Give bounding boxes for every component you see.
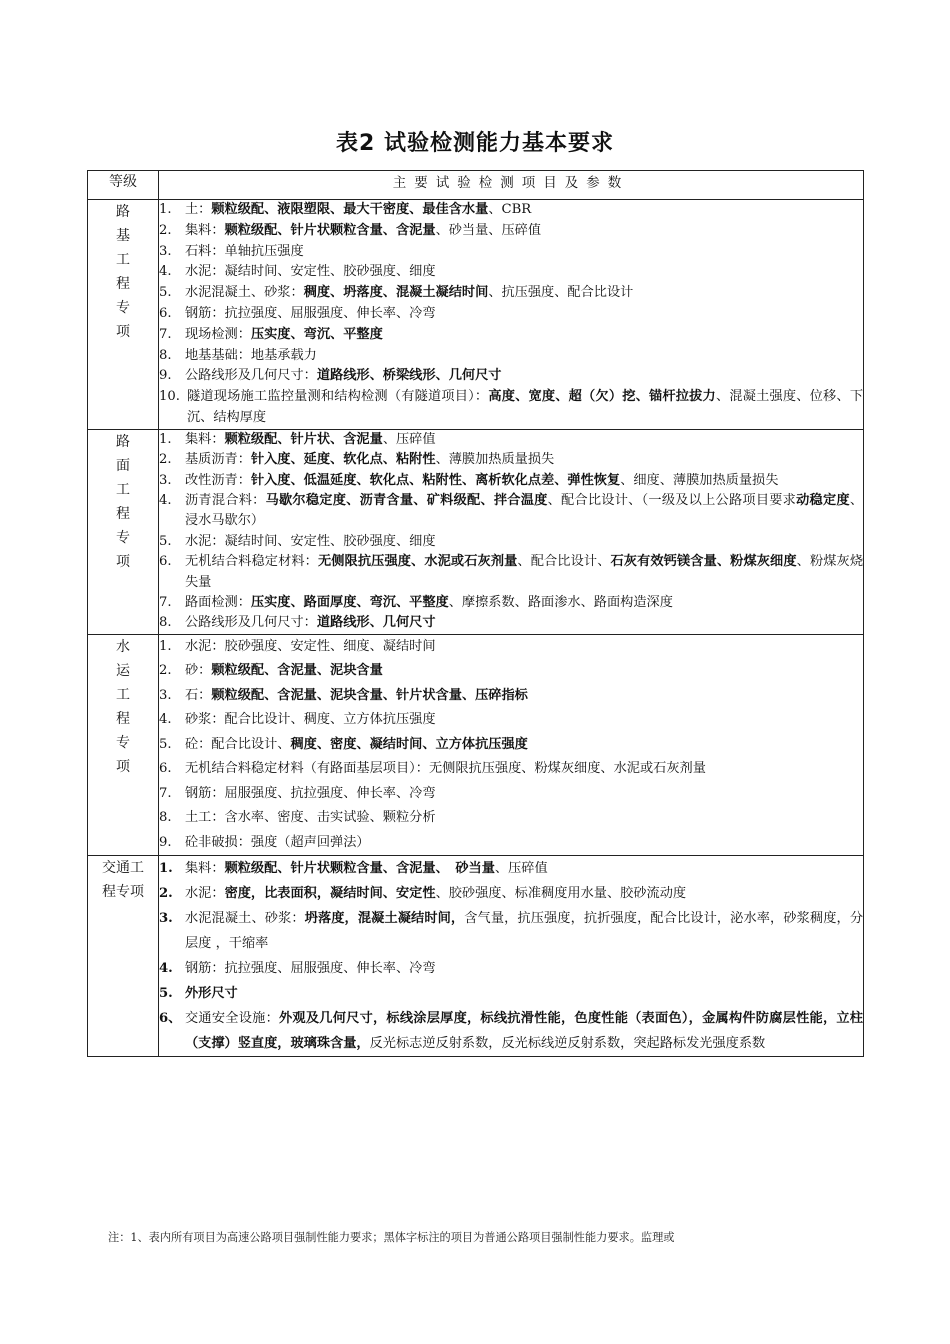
list-item bbox=[159, 552, 863, 593]
item-number: 4. bbox=[159, 264, 172, 280]
list-item bbox=[159, 346, 863, 367]
parameter-text: 无机结合料稳定材料（有路面基层项目）：无侧限抗压强度、粉煤灰细度、水泥或石灰剂量 bbox=[185, 761, 706, 777]
parameter-text: 反光标志逆反射系数，反光标线逆反射系数，突起路标发光强度系数 bbox=[369, 1036, 766, 1052]
item-number: 6. bbox=[159, 305, 172, 321]
section-pavement bbox=[88, 429, 864, 634]
bold-parameter: 外观及几何尺寸，标线涂层厚度，标线抗滑性能，色度性能（表面色），金属构件防腐层性能，立柱（支撑）竖直度，玻璃珠含量， bbox=[185, 1011, 863, 1052]
section-waterway bbox=[88, 634, 864, 856]
item-number: 2. bbox=[159, 452, 172, 468]
parameter-text: 交通安全设施： bbox=[185, 1011, 279, 1027]
item-number: 2. bbox=[159, 886, 173, 902]
parameter-text: 路面检测： bbox=[185, 595, 251, 611]
parameter-text: 隧道现场施工监控量测和结构检测（有隧道项目）： bbox=[187, 389, 489, 405]
list-item bbox=[159, 684, 863, 709]
item-text bbox=[185, 806, 863, 831]
parameter-text: 公路线形及几何尺寸： bbox=[185, 368, 317, 384]
grade-label: 交通工 程专项 bbox=[102, 860, 144, 901]
item-number: 2. bbox=[159, 222, 172, 238]
parameter-text: 水泥：胶砂强度、安定性、细度、凝结时间 bbox=[185, 638, 436, 654]
bold-parameter: 坍落度，混凝土凝结时间， bbox=[304, 911, 465, 927]
parameter-text: 水泥：凝结时间、安定性、胶砂强度、细度 bbox=[185, 533, 436, 549]
parameter-text: 钢筋：抗拉强度、屈服强度、伸长率、冷弯 bbox=[185, 961, 436, 977]
parameter-text: 水泥混凝土、砂浆： bbox=[185, 285, 304, 301]
item-number: 1. bbox=[159, 431, 172, 447]
item-number: 1. bbox=[159, 861, 173, 877]
items-cell bbox=[159, 856, 864, 1057]
parameter-text: 、摩擦系数、路面渗水、路面构造深度 bbox=[448, 595, 673, 611]
list-item bbox=[159, 881, 863, 906]
list-item bbox=[159, 593, 863, 613]
item-text bbox=[185, 532, 863, 552]
item-number: 3. bbox=[159, 472, 172, 488]
parameter-text: 基质沥青： bbox=[185, 452, 251, 468]
items-cell bbox=[159, 429, 864, 634]
parameter-text: 集料： bbox=[185, 222, 225, 238]
list-item bbox=[159, 450, 863, 470]
requirements-table bbox=[87, 170, 864, 1057]
item-text bbox=[185, 552, 863, 593]
item-text bbox=[185, 831, 863, 856]
parameter-text: 砂： bbox=[185, 663, 212, 679]
item-number: 9. bbox=[159, 368, 172, 384]
list-item bbox=[159, 659, 863, 684]
parameter-text: 、砂当量、压碎值 bbox=[435, 222, 542, 238]
parameter-text: 、细度、薄膜加热质量损失 bbox=[620, 472, 779, 488]
item-number: 3. bbox=[159, 687, 172, 703]
grade-label: 水 运 工 程 专 项 bbox=[116, 638, 130, 775]
parameter-text: 、压碎值 bbox=[382, 431, 436, 447]
bold-parameter: 颗粒级配、针片状颗粒含量、含泥量、 砂当量 bbox=[224, 861, 495, 877]
header-items: 主要试验检测项目及参数 bbox=[159, 171, 864, 200]
item-text bbox=[185, 262, 863, 283]
item-text bbox=[185, 242, 863, 263]
bold-parameter: 颗粒级配、液限塑限、最大干密度、最佳含水量 bbox=[211, 202, 489, 217]
list-item bbox=[159, 532, 863, 552]
parameter-text: 集料： bbox=[185, 861, 225, 877]
item-number: 4. bbox=[159, 961, 173, 977]
list-item bbox=[159, 733, 863, 758]
list-item bbox=[159, 782, 863, 807]
section-roadbed bbox=[88, 200, 864, 430]
item-text bbox=[185, 733, 863, 758]
item-number: 2. bbox=[159, 663, 172, 679]
item-text bbox=[185, 659, 863, 684]
bold-parameter: 无侧限抗压强度、水泥或石灰剂量 bbox=[317, 554, 518, 570]
parameter-text: 公路线形及几何尺寸： bbox=[185, 615, 317, 631]
parameter-text: 钢筋：抗拉强度、屈服强度、伸长率、冷弯 bbox=[185, 305, 436, 321]
item-text bbox=[185, 906, 863, 956]
parameter-text: 、混凝土强度、位移、下沉、结构厚度 bbox=[187, 389, 864, 425]
parameter-text: 土： bbox=[185, 202, 212, 217]
parameter-text: 、胶砂强度、标准稠度用水量、胶砂流动度 bbox=[435, 886, 687, 902]
grade-cell-waterway bbox=[88, 634, 159, 856]
list-item bbox=[159, 325, 863, 346]
item-text bbox=[185, 613, 863, 633]
items-cell bbox=[159, 200, 864, 430]
item-number: 5. bbox=[159, 736, 172, 752]
item-text bbox=[185, 1006, 863, 1056]
list-item bbox=[159, 856, 863, 881]
item-text bbox=[185, 635, 863, 660]
parameter-text: 钢筋：屈服强度、抗拉强度、伸长率、冷弯 bbox=[185, 785, 436, 801]
item-number: 10. bbox=[159, 389, 180, 405]
footnote: 注：1、表内所有项目为高速公路项目强制性能力要求；黑体字标注的项目为普通公路项目强制性能力要求。监理或 bbox=[108, 1231, 675, 1244]
grade-cell-pavement bbox=[88, 429, 159, 634]
parameter-text: 砼非破损：强度（超声回弹法） bbox=[185, 834, 370, 850]
section-traffic-engineering bbox=[88, 856, 864, 1057]
parameter-text: 石料：单轴抗压强度 bbox=[185, 243, 304, 259]
item-text bbox=[185, 200, 863, 221]
item-text bbox=[185, 430, 863, 450]
parameter-text: 砼：配合比设计、 bbox=[185, 736, 291, 752]
bold-parameter: 颗粒级配、含泥量、泥块含量、针片状含量、压碎指标 bbox=[211, 687, 528, 703]
bold-parameter: 针入度、低温延度、软化点、粘附性、离析软化点差、弹性恢复 bbox=[250, 472, 621, 488]
bold-parameter: 外形尺寸 bbox=[185, 986, 238, 1002]
item-text bbox=[185, 304, 863, 325]
item-text bbox=[185, 708, 863, 733]
item-text bbox=[185, 283, 863, 304]
parameter-text: 、CBR bbox=[488, 202, 532, 217]
bold-parameter: 道路线形、几何尺寸 bbox=[316, 615, 436, 631]
parameter-text: 沥青混合料： bbox=[185, 492, 266, 508]
item-number: 3. bbox=[159, 243, 172, 259]
item-number: 8. bbox=[159, 810, 172, 826]
list-item bbox=[159, 366, 863, 387]
bold-parameter: 高度、宽度、超（欠）挖、锚杆拉拔力 bbox=[488, 389, 716, 405]
item-number: 1. bbox=[159, 202, 172, 217]
list-item bbox=[159, 200, 863, 221]
item-text bbox=[185, 856, 863, 881]
parameter-text: 、配合比设计、（一级及以上公路项目要求 bbox=[547, 492, 797, 508]
parameter-text: 水泥： bbox=[185, 886, 225, 902]
item-text bbox=[185, 491, 863, 532]
item-text bbox=[185, 782, 863, 807]
parameter-text: 、粉煤灰烧失量 bbox=[185, 554, 864, 590]
list-item bbox=[159, 262, 863, 283]
item-text bbox=[185, 366, 863, 387]
list-item bbox=[159, 981, 863, 1006]
list-item bbox=[159, 221, 863, 242]
bold-parameter: 颗粒级配、针片状、含泥量 bbox=[224, 431, 383, 447]
item-text bbox=[185, 346, 863, 367]
parameter-text: 、浸水马歇尔） bbox=[185, 492, 864, 529]
item-text bbox=[185, 757, 863, 782]
list-item bbox=[159, 635, 863, 660]
list-item bbox=[159, 708, 863, 733]
parameter-text: 砂浆：配合比设计、稠度、立方体抗压强度 bbox=[185, 712, 436, 728]
item-text bbox=[185, 593, 863, 613]
parameter-text: 无机结合料稳定材料： bbox=[185, 554, 318, 570]
bold-parameter: 道路线形、桥梁线形、几何尺寸 bbox=[316, 368, 502, 384]
bold-parameter: 稠度、密度、凝结时间、立方体抗压强度 bbox=[290, 736, 528, 752]
item-number: 9. bbox=[159, 834, 172, 850]
bold-parameter: 颗粒级配、针片状颗粒含量、含泥量 bbox=[224, 222, 436, 238]
parameter-text: 水泥：凝结时间、安定性、胶砂强度、细度 bbox=[185, 264, 436, 280]
list-item bbox=[159, 613, 863, 633]
item-number: 6. bbox=[159, 761, 172, 777]
item-number: 5. bbox=[159, 285, 172, 301]
table-header-row bbox=[88, 171, 864, 200]
item-text bbox=[185, 956, 863, 981]
items-cell bbox=[159, 634, 864, 856]
parameter-text: 水泥混凝土、砂浆： bbox=[185, 911, 305, 927]
item-text bbox=[185, 450, 863, 470]
item-text bbox=[185, 684, 863, 709]
list-item bbox=[159, 491, 863, 532]
item-number: 7. bbox=[159, 785, 172, 801]
bold-parameter: 针入度、延度、软化点、粘附性 bbox=[250, 452, 436, 468]
parameter-text: 改性沥青： bbox=[185, 472, 251, 488]
bold-parameter: 压实度、路面厚度、弯沉、平整度 bbox=[250, 595, 449, 611]
parameter-text: 集料： bbox=[185, 431, 225, 447]
list-item bbox=[159, 471, 863, 491]
list-item bbox=[159, 806, 863, 831]
list-item bbox=[159, 906, 863, 956]
list-item bbox=[159, 283, 863, 304]
parameter-text: 、抗压强度、配合比设计 bbox=[488, 285, 634, 301]
item-text bbox=[185, 881, 863, 906]
parameter-text: 石： bbox=[185, 687, 212, 703]
item-text bbox=[185, 471, 863, 491]
list-item bbox=[159, 304, 863, 325]
bold-parameter: 密度，比表面积，凝结时间、安定性 bbox=[224, 886, 436, 902]
parameter-text: 含气量，抗压强度，抗折强度，配合比设计，泌水率，砂浆稠度，分层度 ，干缩率 bbox=[185, 911, 864, 952]
grade-label: 路 面 工 程 专 项 bbox=[116, 433, 130, 570]
item-text bbox=[185, 981, 863, 1006]
parameter-text: 、配合比设计、 bbox=[517, 554, 611, 570]
item-text bbox=[185, 325, 863, 346]
item-number: 7. bbox=[159, 595, 172, 611]
item-number: 1. bbox=[159, 638, 172, 654]
item-number: 3. bbox=[159, 911, 173, 927]
item-text bbox=[185, 221, 863, 242]
bold-parameter: 马歇尔稳定度、沥青含量、矿料级配、拌合温度 bbox=[265, 492, 548, 508]
item-number: 6、 bbox=[159, 1011, 182, 1027]
bold-parameter: 动稳定度 bbox=[796, 492, 850, 508]
grade-cell-roadbed bbox=[88, 200, 159, 430]
list-item bbox=[159, 757, 863, 782]
list-item bbox=[159, 831, 863, 856]
parameter-text: 地基基础：地基承载力 bbox=[185, 347, 317, 363]
parameter-text: 现场检测： bbox=[185, 326, 251, 342]
item-number: 4. bbox=[159, 712, 172, 728]
item-number: 4. bbox=[159, 492, 172, 508]
bold-parameter: 稠度、坍落度、混凝土凝结时间 bbox=[303, 285, 489, 301]
item-text bbox=[187, 387, 863, 429]
list-item bbox=[159, 1006, 863, 1056]
parameter-text: 、薄膜加热质量损失 bbox=[435, 452, 555, 468]
bold-parameter: 石灰有效钙镁含量、粉煤灰细度 bbox=[610, 554, 797, 570]
list-item bbox=[159, 387, 863, 429]
list-item bbox=[159, 956, 863, 981]
list-item bbox=[159, 430, 863, 450]
grade-cell-traffic bbox=[88, 856, 159, 1057]
grade-label: 路 基 工 程 专 项 bbox=[116, 204, 130, 340]
header-grade: 等级 bbox=[88, 171, 159, 200]
parameter-text: 土工：含水率、密度、击实试验、颗粒分析 bbox=[185, 810, 436, 826]
bold-parameter: 压实度、弯沉、平整度 bbox=[250, 326, 383, 342]
parameter-text: 、压碎值 bbox=[494, 861, 548, 877]
item-number: 7. bbox=[159, 326, 172, 342]
list-item bbox=[159, 242, 863, 263]
page-title: 表2 试验检测能力基本要求 bbox=[336, 131, 614, 156]
item-number: 8. bbox=[159, 615, 172, 631]
bold-parameter: 颗粒级配、含泥量、泥块含量 bbox=[211, 663, 383, 679]
item-number: 5. bbox=[159, 986, 173, 1002]
item-number: 5. bbox=[159, 533, 172, 549]
item-number: 6. bbox=[159, 554, 172, 570]
item-number: 8. bbox=[159, 347, 172, 363]
